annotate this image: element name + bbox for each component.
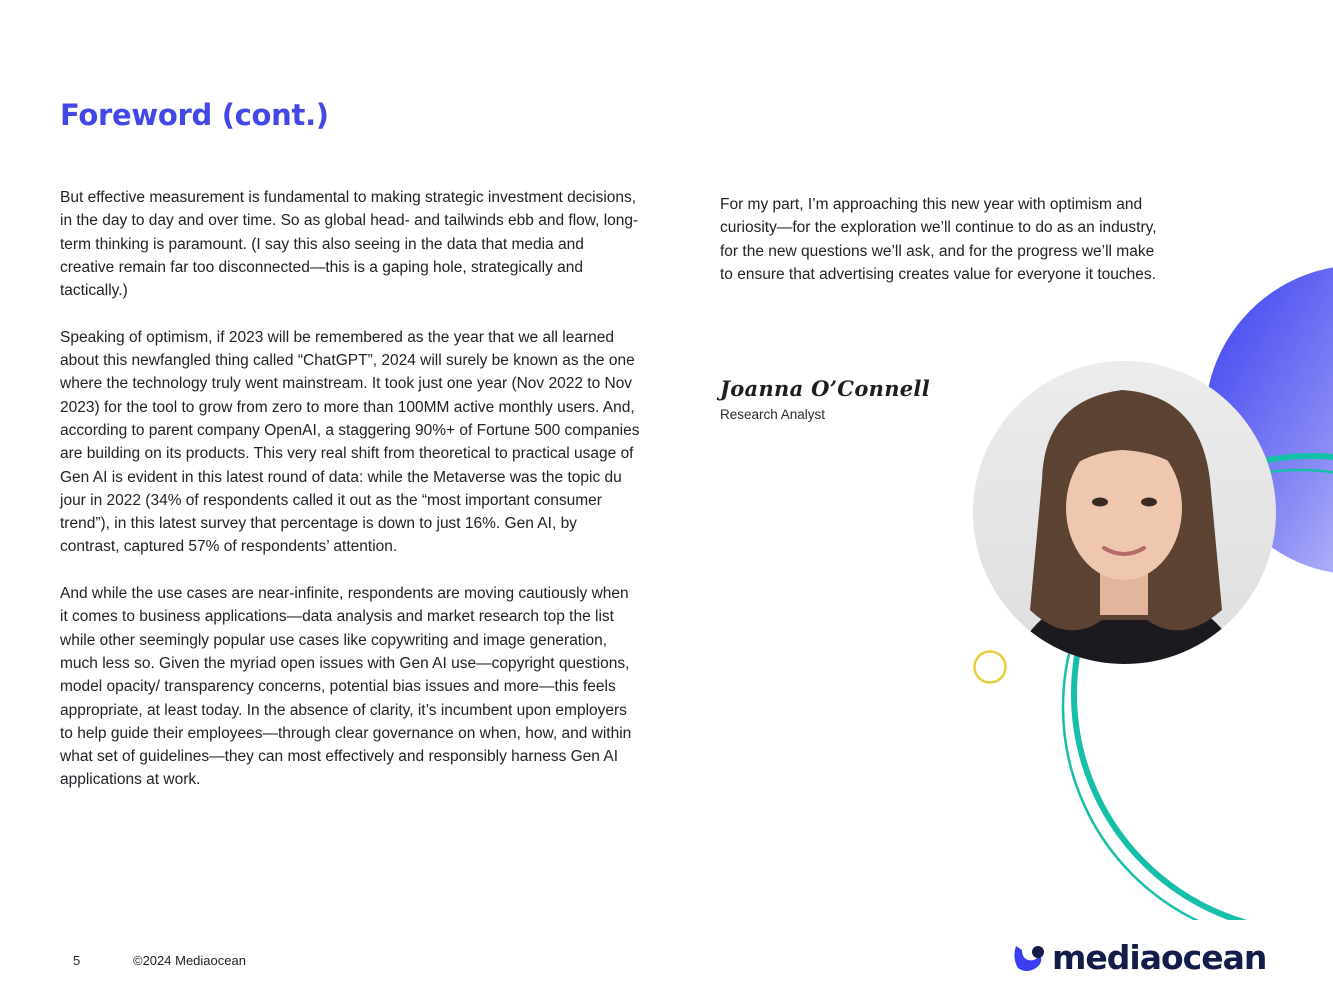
paragraph-use-cases: And while the use cases are near-infinite, respondents are moving cautiously when it comes to business applications—data analysis and market research top the list while other seemingly popular use cases like copywriting and image generation, much less so. Given the myriad open issues with Gen AI use—copyright questions, model opacity/ transparency concerns, potential bias issues and more—this feels appropriate, at least today. In the absence of clarity, it’s incumbent upon employers to help guide their employees—through clear governance on when, how, and within what set of guidelines—they can most effectively and responsibly harness Gen AI applications at work.	[60, 585, 632, 789]
paragraph-genai-adoption: Speaking of optimism, if 2023 will be remembered as the year that we all learned about this newfangled thing called “ChatGPT”, 2024 will surely be known as the one where the technology truly went mainstream. It took just one year (Nov 2022 to Nov 2023) for the tool to grow from zero to more than 100MM active monthly users. And, according to parent company OpenAI, a staggering 90%+ of Fortune 500 companies are building on its products. This very real shift from theoretical to practical usage of Gen AI is evident in this latest round of data: while the Metaverse was the topic du jour in 2022 (34% of respondents called it out as the “most important consumer trend”), in this latest survey that percentage is down to just 16%. Gen AI, by contrast, captured 57% of respondents’ attention.	[60, 328, 640, 556]
copyright: ©2024 Mediaocean	[133, 953, 246, 968]
signature: Joanna O’Connell	[720, 376, 930, 401]
page-title: Foreword (cont.)	[60, 98, 329, 132]
logo-text: mediaocean	[1052, 938, 1267, 977]
author-role: Research Analyst	[720, 407, 826, 422]
paragraph-measurement: But effective measurement is fundamental to making strategic investment decisions, in the day to day and over time. So as global head- and tailwinds ebb and flow, long-term thinking is paramount. (I say this also seeing in the data that media and creative remain far too disconnected—this is a gaping hole, strategically and tactically.)	[60, 189, 639, 300]
page-number: 5	[73, 953, 81, 968]
left-column	[60, 186, 640, 815]
paragraph-closing: For my part, I’m approaching this new year with optimism and curiosity—for the exploration we’ll continue to do as an industry, for the new questions we’ll ask, and for the progress we’ll make to ensure that advertising creates value for everyone it touches.	[720, 196, 1157, 283]
mediaocean-logo	[1010, 938, 1266, 977]
mediaocean-logo-icon	[1010, 942, 1046, 974]
portrait-photo	[972, 360, 1277, 665]
